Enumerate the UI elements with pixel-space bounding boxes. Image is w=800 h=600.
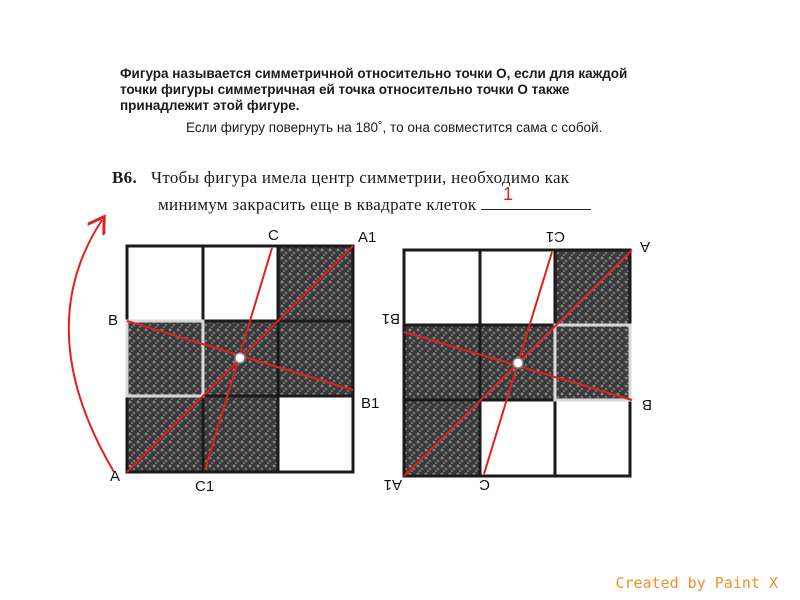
left-center-point — [235, 353, 245, 363]
left-label-b1: B1 — [361, 395, 380, 412]
credit-watermark: Created by Paint X — [615, 574, 778, 592]
right-label-c1: C1 — [545, 228, 565, 245]
right-label-b: B — [641, 396, 652, 413]
task-number: B6. — [112, 168, 137, 187]
left-label-a: A — [110, 468, 121, 485]
left-cell-shaded — [203, 396, 278, 472]
right-label-a: A — [639, 238, 650, 255]
left-label-c: C — [268, 227, 279, 244]
right-center-point — [513, 358, 523, 368]
symmetry-definition: Фигура называется симметричной относительно точки О, если для каждой точки фигуры симметричная ей точка относительно точки О также принадлежит этой фигуре. — [120, 66, 628, 113]
rotation-note: Если фигуру повернуть на 180˚, то она совместится сама с собой. — [186, 120, 603, 135]
right-label-a1: A1 — [383, 476, 402, 493]
task-line-1: Чтобы фигура имела центр симметрии, необходимо как — [151, 168, 570, 187]
right-cell-shaded — [555, 250, 630, 325]
right-label-b1: B1 — [381, 310, 400, 327]
answer-value: 1 — [503, 184, 514, 204]
rotation-arrow — [69, 220, 114, 472]
left-label-b: B — [108, 312, 119, 329]
left-cell-shaded — [278, 321, 353, 396]
right-label-c: C — [479, 476, 490, 493]
task-line-2: минимум закрасить еще в квадрате клеток — [158, 195, 477, 214]
left-label-a1: A1 — [358, 229, 377, 246]
left-label-c1: C1 — [195, 478, 215, 495]
